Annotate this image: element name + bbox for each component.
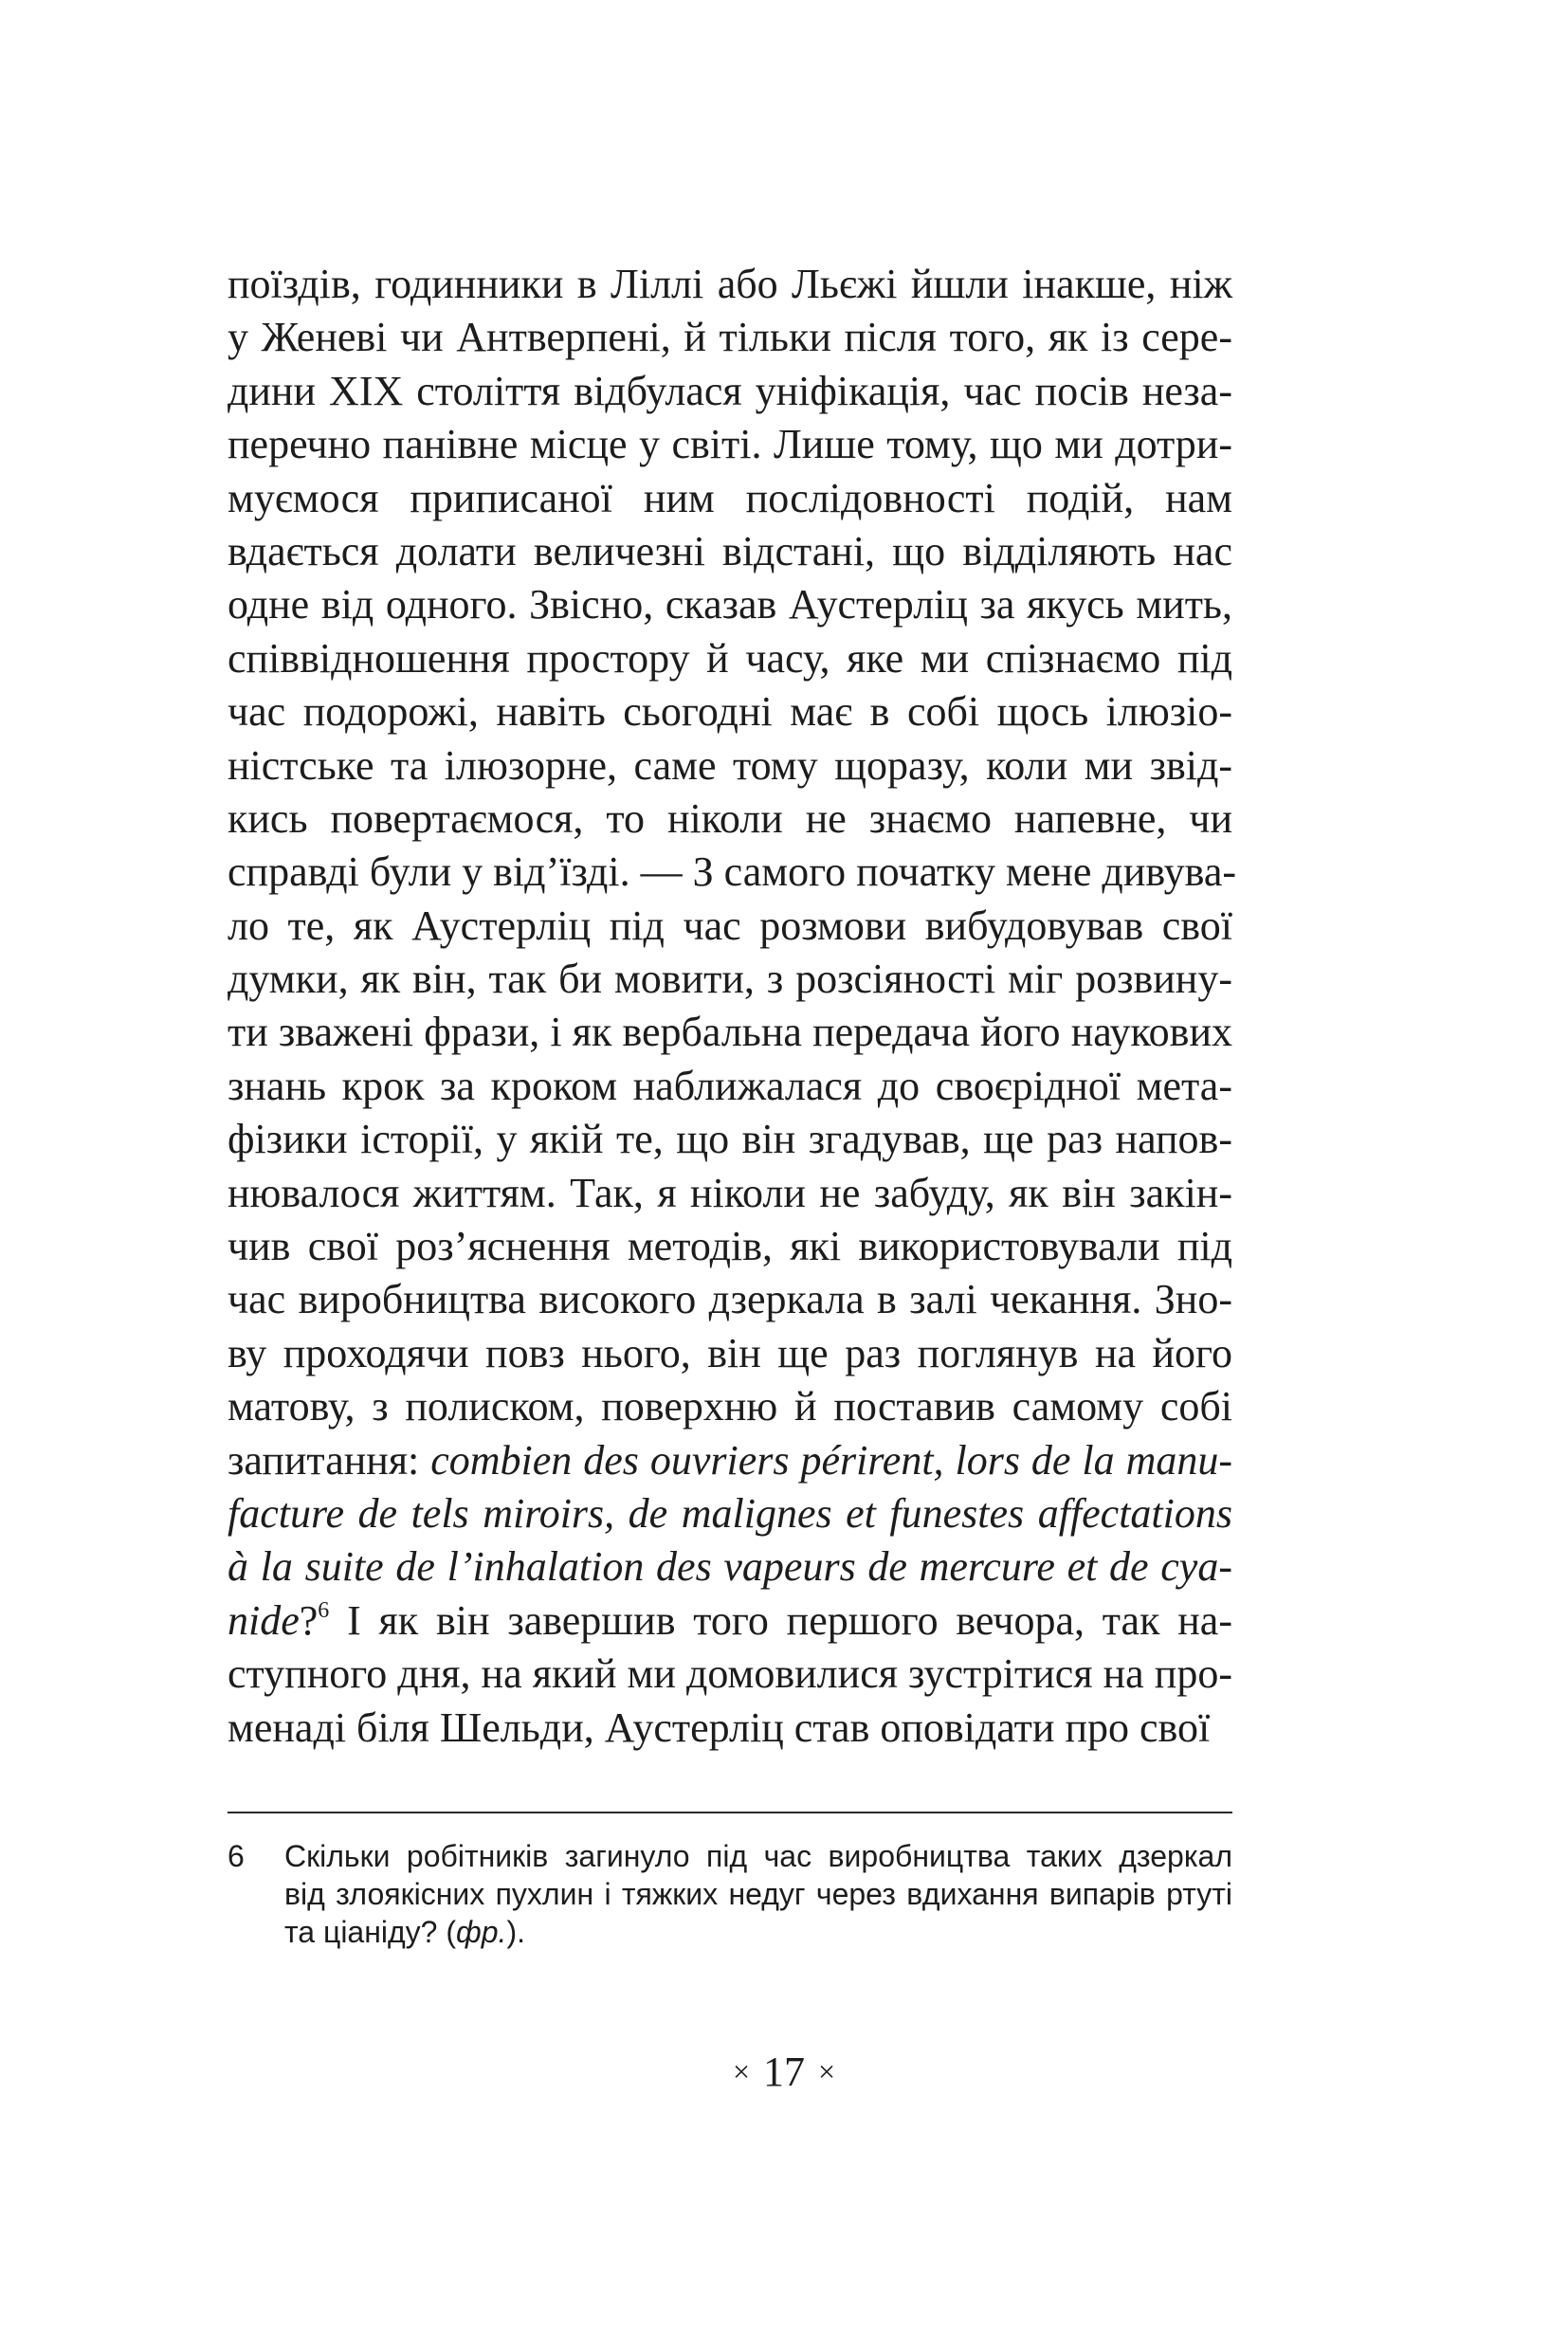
text-line: знань крок за кроком наближалася до своєрідної мета- bbox=[228, 1062, 1232, 1109]
text-line: вдається долати величезні відстані, що відділяють нас bbox=[228, 527, 1232, 574]
text-line: фізики історії, у якій те, що він згадував, ще раз напов- bbox=[228, 1116, 1232, 1163]
text-line: ністське та ілюзорне, саме тому щоразу, коли ми звід- bbox=[228, 741, 1232, 789]
text-line: кись повертаємося, то ніколи не знаємо напевне, чи bbox=[228, 794, 1232, 842]
question-lead: запитання: bbox=[228, 1436, 431, 1484]
text-line: одне від одного. Звісно, сказав Аустерліц за якусь мить, bbox=[228, 581, 1232, 628]
question-mark: ? bbox=[299, 1596, 319, 1644]
folio-ornament-left: × bbox=[732, 2054, 750, 2088]
text-line: матову, з полиском, поверхню й поставив самому собі bbox=[228, 1383, 1232, 1430]
text-line: ступного дня, на який ми домовилися зустрітися на про- bbox=[228, 1650, 1232, 1698]
text-line: ти зважені фрази, і як вербальна передача його наукових bbox=[228, 1009, 1232, 1056]
text-continuation: І як він завершив того першого вечора, так на- bbox=[329, 1596, 1232, 1644]
footnote-tail: ). bbox=[506, 1915, 525, 1949]
page-number-footer bbox=[0, 2048, 1568, 2096]
text-line: поїздів, годинники в Ліллі або Льєжі йшли інакше, ніж bbox=[228, 261, 1232, 307]
french-quote-end: nide bbox=[228, 1596, 300, 1644]
footnote-line: Скільки робітників загинуло під час виробництва таких дзеркал bbox=[284, 1839, 1232, 1873]
footnote-separator bbox=[228, 1812, 1232, 1813]
french-quote-line: à la suite de l’inhalation des vapeurs de mercure et de cya- bbox=[228, 1543, 1232, 1591]
text-line: менаді біля Шельди, Аустерліц став оповідати про свої bbox=[228, 1703, 1211, 1751]
page-number: 17 bbox=[763, 2049, 805, 2095]
main-text bbox=[228, 258, 1237, 1755]
footnote-line bbox=[284, 1913, 1232, 1951]
text-line: думки, як він, так би мовити, з розсіяності міг розвину- bbox=[228, 956, 1232, 1003]
text-line: чив свої роз’яснення методів, які використовували під bbox=[228, 1223, 1232, 1270]
text-line: ло те, як Аустерліц під час розмови вибудовував свої bbox=[228, 902, 1232, 949]
text-line: ву проходячи повз нього, він ще раз поглянув на його bbox=[228, 1329, 1232, 1376]
french-quote-line: combien des ouvriers périrent, lors de la manu- bbox=[430, 1436, 1233, 1484]
text-line: нювалося життям. Так, я ніколи не забуду, як він закін- bbox=[228, 1169, 1232, 1216]
language-abbreviation: фр. bbox=[456, 1915, 507, 1949]
text-line: час виробництва високого дзеркала в залі чекання. Зно- bbox=[228, 1276, 1232, 1323]
footnote-line: від злоякісних пухлин і тяжких недуг через вдихання випарів ртуті bbox=[284, 1877, 1232, 1911]
text-line: співвідношення простору й часу, яке ми спізнаємо під bbox=[228, 634, 1232, 682]
footnote-number: 6 bbox=[228, 1839, 245, 1873]
text-line: у Женеві чи Антверпені, й тільки після того, як із сере- bbox=[228, 314, 1232, 361]
folio-ornament-right: × bbox=[818, 2054, 836, 2088]
footnote-text bbox=[284, 1837, 1232, 1951]
french-quote-line: facture de tels miroirs, de malignes et funestes affectations bbox=[228, 1489, 1232, 1537]
footnote-reference[interactable]: 6 bbox=[318, 1597, 330, 1623]
text-line: перечно панівне місце у світі. Лише тому, що ми дотри- bbox=[228, 421, 1232, 468]
text-line-mixed bbox=[228, 1594, 1232, 1648]
text-line-mixed bbox=[228, 1434, 1232, 1487]
text-line: справді були у від’їзді. — З самого початку мене дивува- bbox=[228, 848, 1237, 896]
text-line: муємося приписаної ним послідовності подій, нам bbox=[228, 474, 1232, 521]
footnote-lead: та ціаніду? ( bbox=[284, 1915, 457, 1949]
text-line: дини XIX століття відбулася уніфікація, час посів неза- bbox=[228, 367, 1232, 414]
text-line: час подорожі, навіть сьогодні має в собі щось ілюзіо- bbox=[228, 688, 1232, 736]
